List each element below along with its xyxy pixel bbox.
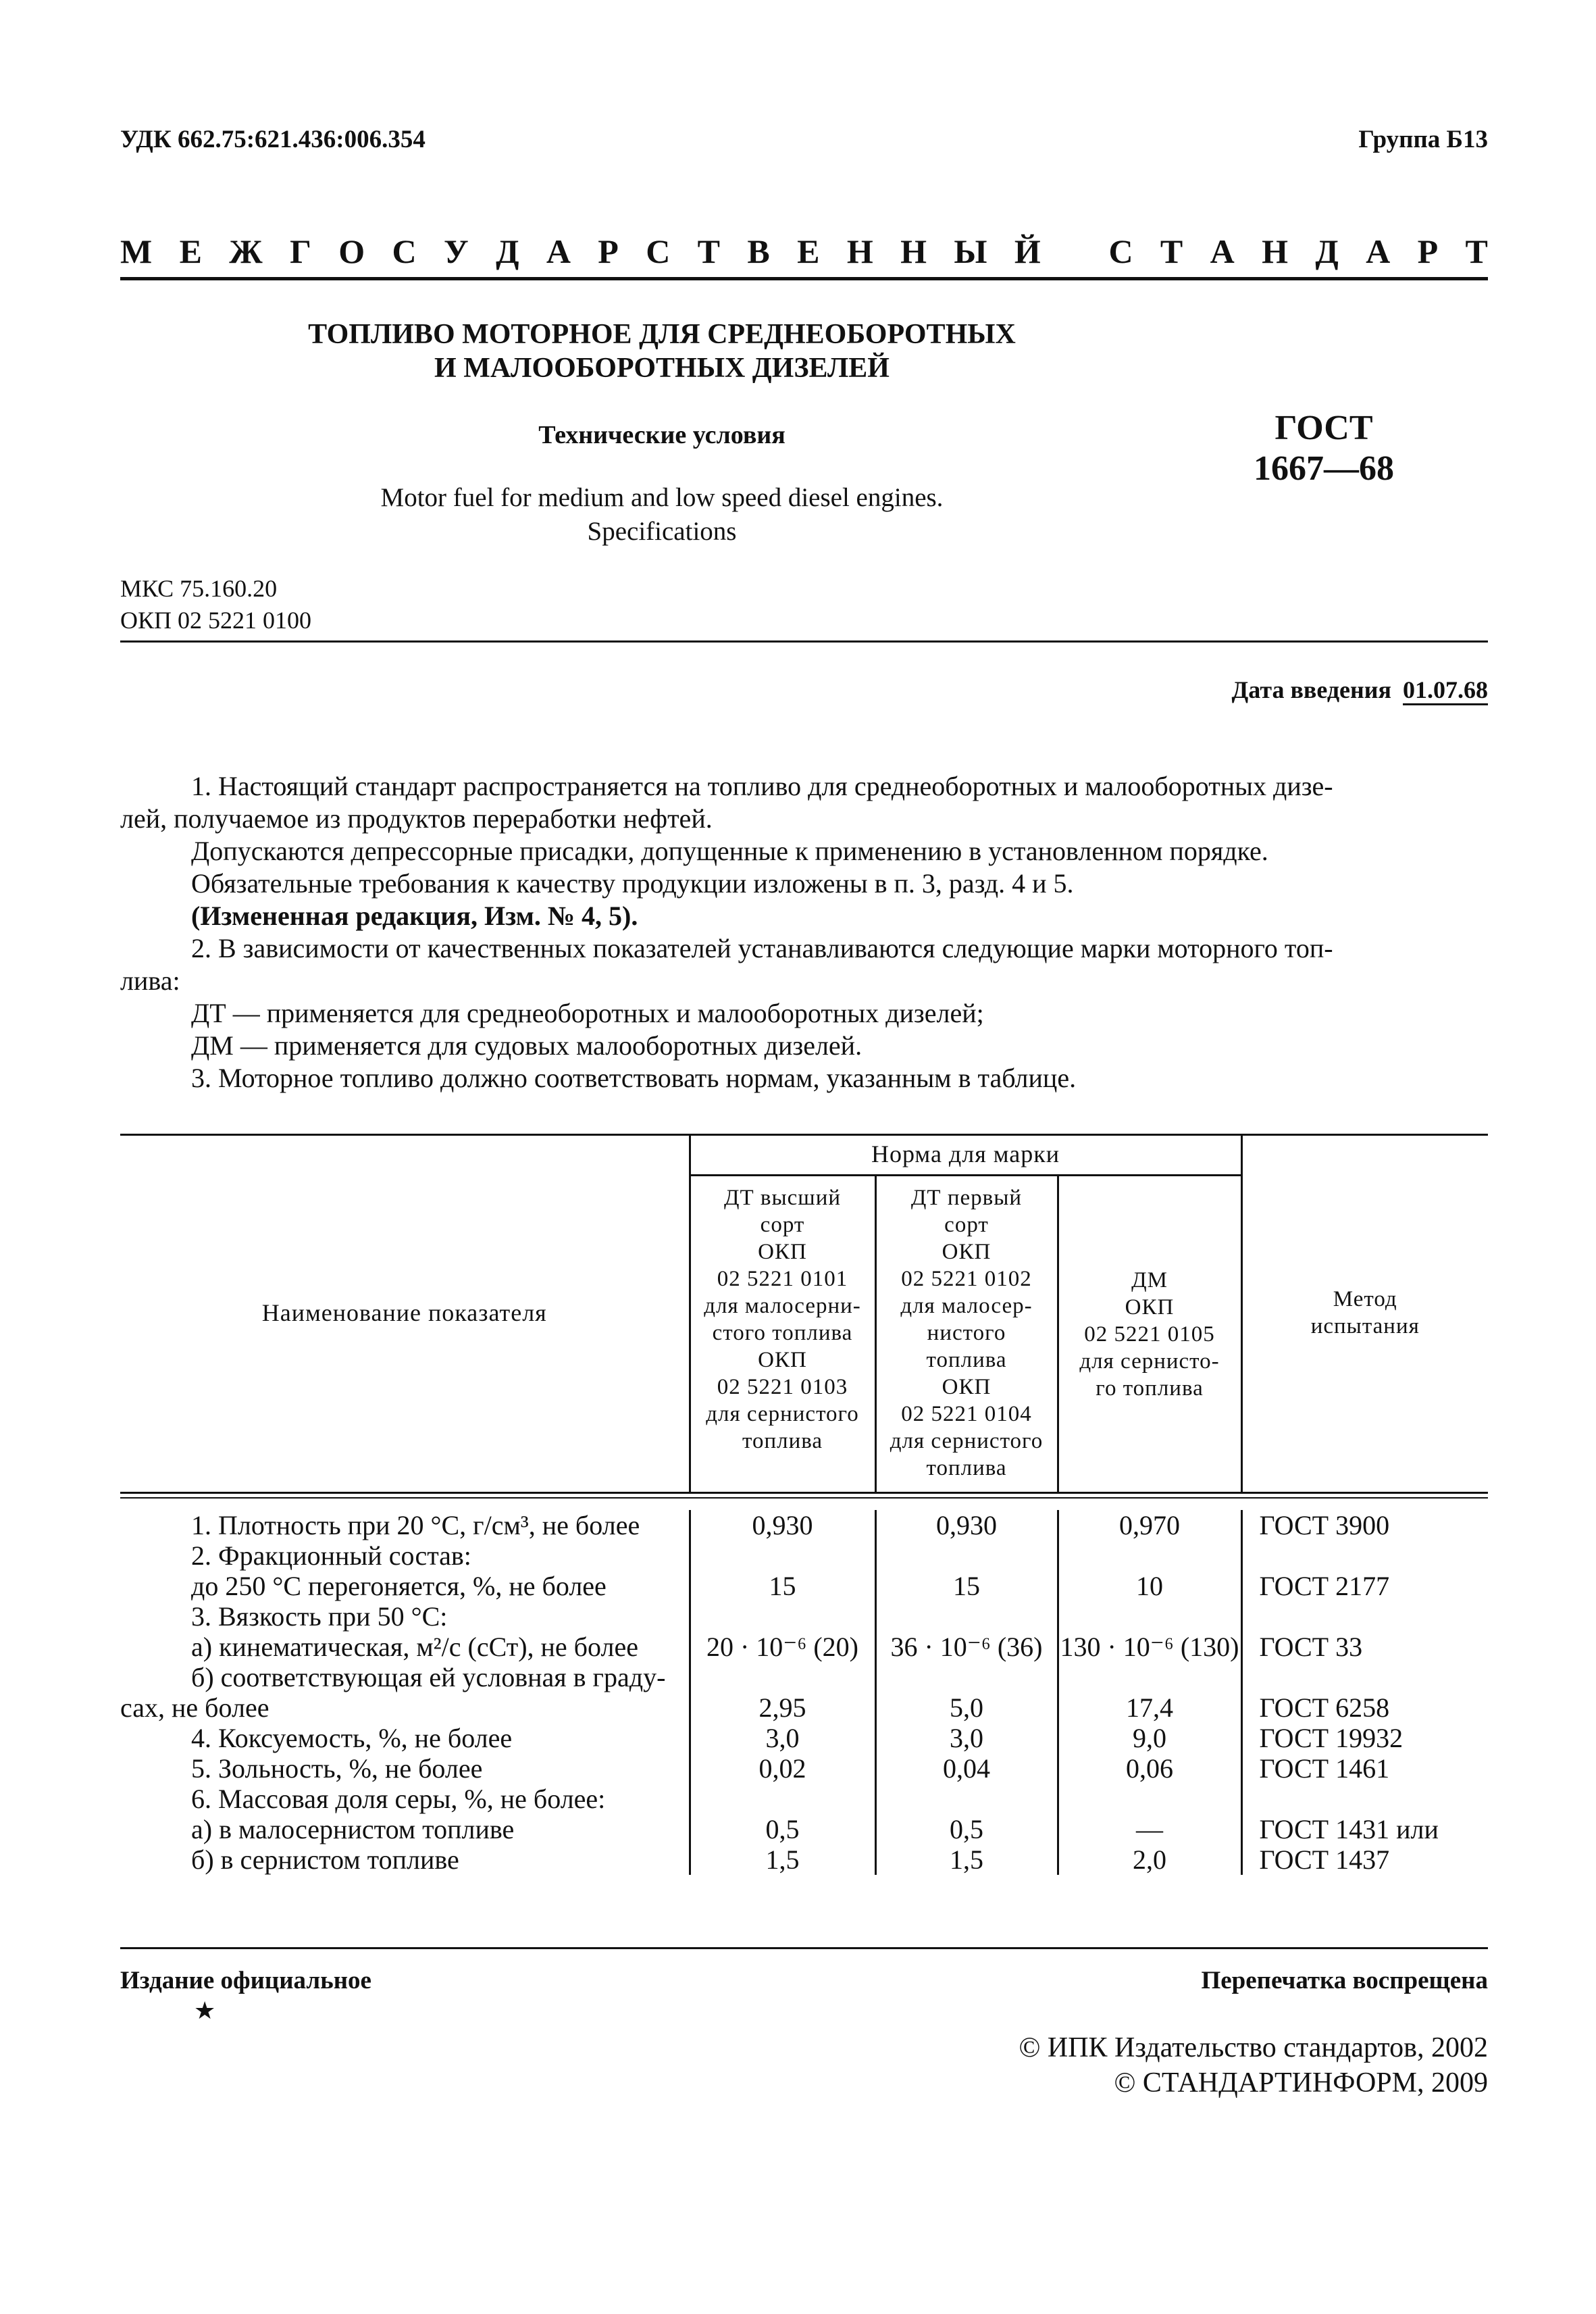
spec-table: [120, 1134, 1488, 1902]
copyright-2: © СТАНДАРТИНФОРМ, 2009: [1114, 2067, 1488, 2098]
dm-line: го топлива: [1096, 1376, 1204, 1401]
value-method: ГОСТ 1437: [1241, 1844, 1488, 1875]
amendment-note: (Измененная редакция, Изм. № 4, 5).: [191, 901, 638, 931]
value-dt-high: 3,0: [690, 1723, 875, 1753]
value-method: ГОСТ 1431 или: [1241, 1814, 1488, 1844]
dt-first-line: ОКП: [942, 1240, 992, 1264]
value-dt-first: 0,930: [875, 1510, 1058, 1540]
dt-high-line: 02 5221 0103: [717, 1375, 848, 1399]
value-method: [1241, 1662, 1488, 1692]
method-line-1: Метод: [1333, 1287, 1397, 1311]
dt-high-line: 02 5221 0101: [717, 1267, 848, 1291]
table-row: [120, 1844, 1488, 1875]
paragraph-5b: лива:: [120, 965, 180, 996]
value-dm: [1058, 1662, 1241, 1692]
star-icon: ★: [194, 1997, 216, 2024]
row-name: б) в сернистом топливе: [191, 1844, 459, 1875]
dt-high-line: для сернистого: [706, 1402, 859, 1426]
dt-first-line: ОКП: [942, 1375, 992, 1399]
value-dt-high: 0,930: [690, 1510, 875, 1540]
banner-letter: Р: [1417, 232, 1439, 270]
value-method: ГОСТ 19932: [1241, 1723, 1488, 1753]
dt-first-line: 02 5221 0104: [901, 1402, 1032, 1426]
banner-letter: С: [392, 232, 417, 270]
dt-high-line: стого топлива: [712, 1321, 853, 1345]
codes-rule: [120, 640, 1488, 643]
dt-high-line: топлива: [742, 1429, 823, 1453]
col-header-dm: [1058, 1176, 1241, 1493]
value-dt-first: 0,5: [875, 1814, 1058, 1844]
col-header-name: Наименование показателя: [261, 1299, 547, 1326]
table-row: [120, 1632, 1488, 1662]
col-header-dt-high: [690, 1176, 875, 1493]
row-name: 2. Фракционный состав:: [191, 1540, 471, 1571]
table-row: [120, 1784, 1488, 1814]
value-dt-first: 1,5: [875, 1844, 1058, 1875]
value-dt-first: [875, 1662, 1058, 1692]
value-dt-high: 0,5: [690, 1814, 875, 1844]
edition-note: Издание официальное: [120, 1967, 371, 1994]
mks-code: МКС 75.160.20: [120, 575, 278, 602]
intro-date: [1232, 676, 1489, 704]
value-dt-high: 15: [690, 1571, 875, 1601]
value-dt-first: 0,04: [875, 1753, 1058, 1784]
table-row: [120, 1814, 1488, 1844]
row-name: а) кинематическая, м²/с (сСт), не более: [191, 1632, 638, 1662]
paragraph-5a: 2. В зависимости от качественных показателей устанавливаются следующие марки моторного топ-: [191, 933, 1333, 963]
dt-high-line: для малосерни-: [704, 1294, 861, 1318]
banner-letter: Н: [846, 232, 873, 270]
value-dt-first: [875, 1784, 1058, 1814]
value-dt-high: [690, 1540, 875, 1571]
banner-letter: Д: [1315, 232, 1339, 270]
title-line-2: И МАЛООБОРОТНЫХ ДИЗЕЛЕЙ: [434, 353, 890, 384]
banner-letter: С: [1108, 232, 1133, 270]
gost-number: 1667—68: [1254, 449, 1394, 488]
english-title-line-1: Motor fuel for medium and low speed diesel engines.: [380, 483, 944, 512]
banner-letter: А: [1210, 232, 1235, 270]
value-method: ГОСТ 3900: [1241, 1510, 1488, 1540]
dm-line: ДМ: [1131, 1267, 1168, 1292]
dt-first-line: ДТ первый: [910, 1186, 1023, 1210]
intro-date-value: 01.07.68: [1403, 676, 1488, 705]
group-code: Группа Б13: [1358, 126, 1488, 153]
dt-high-line: ОКП: [758, 1348, 807, 1372]
value-dt-high: 1,5: [690, 1844, 875, 1875]
value-dt-high: [690, 1784, 875, 1814]
dm-line: ОКП: [1125, 1294, 1175, 1319]
english-title-line-2: Specifications: [587, 517, 737, 546]
banner-letter: С: [646, 232, 671, 270]
subtitle: Технические условия: [538, 421, 786, 449]
dt-first-line: нистого: [927, 1321, 1006, 1345]
okp-code: ОКП 02 5221 0100: [120, 607, 312, 634]
row-name: до 250 °С перегоняется, %, не более: [191, 1571, 607, 1601]
value-method: ГОСТ 2177: [1241, 1571, 1488, 1601]
row-name: 4. Коксуемость, %, не более: [191, 1723, 513, 1753]
value-dm: 0,970: [1058, 1510, 1241, 1540]
value-method: ГОСТ 1461: [1241, 1753, 1488, 1784]
banner-letter: Н: [900, 232, 927, 270]
value-dm: 2,0: [1058, 1844, 1241, 1875]
value-dt-first: 5,0: [875, 1692, 1058, 1723]
dt-first-line: сорт: [944, 1213, 989, 1237]
table-row: [120, 1571, 1488, 1601]
banner-letter: Н: [1262, 232, 1289, 270]
value-dt-first: [875, 1540, 1058, 1571]
banner-letter: А: [1366, 232, 1391, 270]
banner-letter: Т: [1160, 232, 1183, 270]
dt-first-line: топлива: [926, 1456, 1007, 1480]
table-row: [120, 1662, 1488, 1692]
banner-letter: Г: [290, 232, 311, 270]
value-dm: 0,06: [1058, 1753, 1241, 1784]
table-row: [120, 1601, 1488, 1632]
paragraph-dm: ДМ — применяется для судовых малооборотных дизелей.: [191, 1030, 863, 1061]
udk-code: УДК 662.75:621.436:006.354: [120, 126, 426, 153]
dt-first-line: для малосер-: [900, 1294, 1033, 1318]
banner-letter: [1068, 232, 1081, 271]
method-line-2: испытания: [1310, 1314, 1420, 1338]
value-dt-first: [875, 1601, 1058, 1632]
banner-letter: М: [120, 232, 153, 270]
value-dm: [1058, 1540, 1241, 1571]
dt-first-line: 02 5221 0102: [901, 1267, 1032, 1291]
value-dm: [1058, 1601, 1241, 1632]
col-header-dt-first: [875, 1176, 1058, 1493]
value-dt-high: [690, 1662, 875, 1692]
banner-letter: Т: [1465, 232, 1488, 270]
dt-high-line: сорт: [760, 1213, 805, 1237]
dt-first-line: топлива: [926, 1348, 1007, 1372]
value-dt-high: 20 · 10⁻⁶ (20): [690, 1632, 875, 1662]
row-name: 5. Зольность, %, не более: [191, 1753, 483, 1784]
value-dm: [1058, 1784, 1241, 1814]
value-method: [1241, 1784, 1488, 1814]
col-header-method: [1241, 1134, 1488, 1493]
value-dt-high: 0,02: [690, 1753, 875, 1784]
banner-letter: У: [444, 232, 469, 270]
banner-rule: [120, 277, 1488, 280]
value-dm: —: [1058, 1814, 1241, 1844]
banner-letter: Д: [496, 232, 519, 270]
banner-letter: Е: [797, 232, 820, 270]
value-dt-first: 36 · 10⁻⁶ (36): [875, 1632, 1058, 1662]
value-method: ГОСТ 33: [1241, 1632, 1488, 1662]
gost-label: ГОСТ: [1275, 409, 1373, 447]
value-dm: 9,0: [1058, 1723, 1241, 1753]
reprint-note: Перепечатка воспрещена: [1201, 1967, 1488, 1994]
row-name: 1. Плотность при 20 °С, г/см³, не более: [191, 1510, 640, 1540]
row-name: а) в малосернистом топливе: [191, 1814, 515, 1844]
value-method: ГОСТ 6258: [1241, 1692, 1488, 1723]
value-dt-high: [690, 1601, 875, 1632]
dm-line: для сернисто-: [1079, 1349, 1220, 1374]
dt-high-line: ОКП: [758, 1240, 807, 1264]
standard-banner: [120, 232, 1488, 271]
row-name: 3. Вязкость при 50 °С:: [191, 1601, 448, 1632]
banner-letter: Ж: [229, 232, 263, 270]
value-dm: 17,4: [1058, 1692, 1241, 1723]
dt-first-line: для сернистого: [890, 1429, 1044, 1453]
col-header-norma: Норма для марки: [690, 1134, 1241, 1176]
value-method: [1241, 1601, 1488, 1632]
banner-letter: Р: [598, 232, 619, 270]
value-dt-high: 2,95: [690, 1692, 875, 1723]
banner-letter: Ы: [954, 232, 987, 270]
value-dm: 130 · 10⁻⁶ (130): [1058, 1632, 1241, 1662]
value-dm: 10: [1058, 1571, 1241, 1601]
paragraph-1b: лей, получаемое из продуктов переработки нефтей.: [120, 803, 713, 834]
intro-date-label: Дата введения: [1231, 676, 1391, 703]
copyright-1: © ИПК Издательство стандартов, 2002: [1019, 2032, 1488, 2063]
value-dt-first: 3,0: [875, 1723, 1058, 1753]
header-double-rule: [120, 1493, 1488, 1511]
dm-line: 02 5221 0105: [1084, 1322, 1215, 1347]
table-row: [120, 1753, 1488, 1784]
paragraph-dt: ДТ — применяется для среднеоборотных и малооборотных дизелей;: [191, 998, 984, 1028]
table-row: [120, 1540, 1488, 1571]
paragraph-2: Допускаются депрессорные присадки, допущенные к применению в установленном порядке.: [191, 836, 1268, 866]
paragraph-3-table: 3. Моторное топливо должно соответствовать нормам, указанным в таблице.: [191, 1063, 1077, 1093]
paragraph-3: Обязательные требования к качеству продукции изложены в п. 3, разд. 4 и 5.: [191, 868, 1074, 899]
table-row: [120, 1510, 1488, 1540]
banner-letter: Й: [1014, 232, 1041, 270]
table-body: [120, 1510, 1488, 1875]
row-name: б) соответствующая ей условная в граду-: [191, 1662, 666, 1692]
dt-high-line: ДТ высший: [723, 1186, 842, 1210]
banner-letter: О: [338, 232, 365, 270]
banner-letter: Е: [179, 232, 202, 270]
table-row: [120, 1723, 1488, 1753]
table-bottom-rule: [120, 1947, 1488, 1949]
table-row: [120, 1692, 1488, 1723]
title-line-1: ТОПЛИВО МОТОРНОЕ ДЛЯ СРЕДНЕОБОРОТНЫХ: [308, 319, 1016, 350]
row-name: 6. Массовая доля серы, %, не более:: [191, 1784, 606, 1814]
banner-letter: А: [546, 232, 571, 270]
row-name: сах, не более: [120, 1692, 269, 1723]
banner-letter: Т: [697, 232, 721, 270]
value-dt-first: 15: [875, 1571, 1058, 1601]
value-method: [1241, 1540, 1488, 1571]
banner-letter: В: [747, 232, 770, 270]
paragraph-1a: 1. Настоящий стандарт распространяется на топливо для среднеоборотных и малооборотных дизе-: [191, 771, 1333, 801]
